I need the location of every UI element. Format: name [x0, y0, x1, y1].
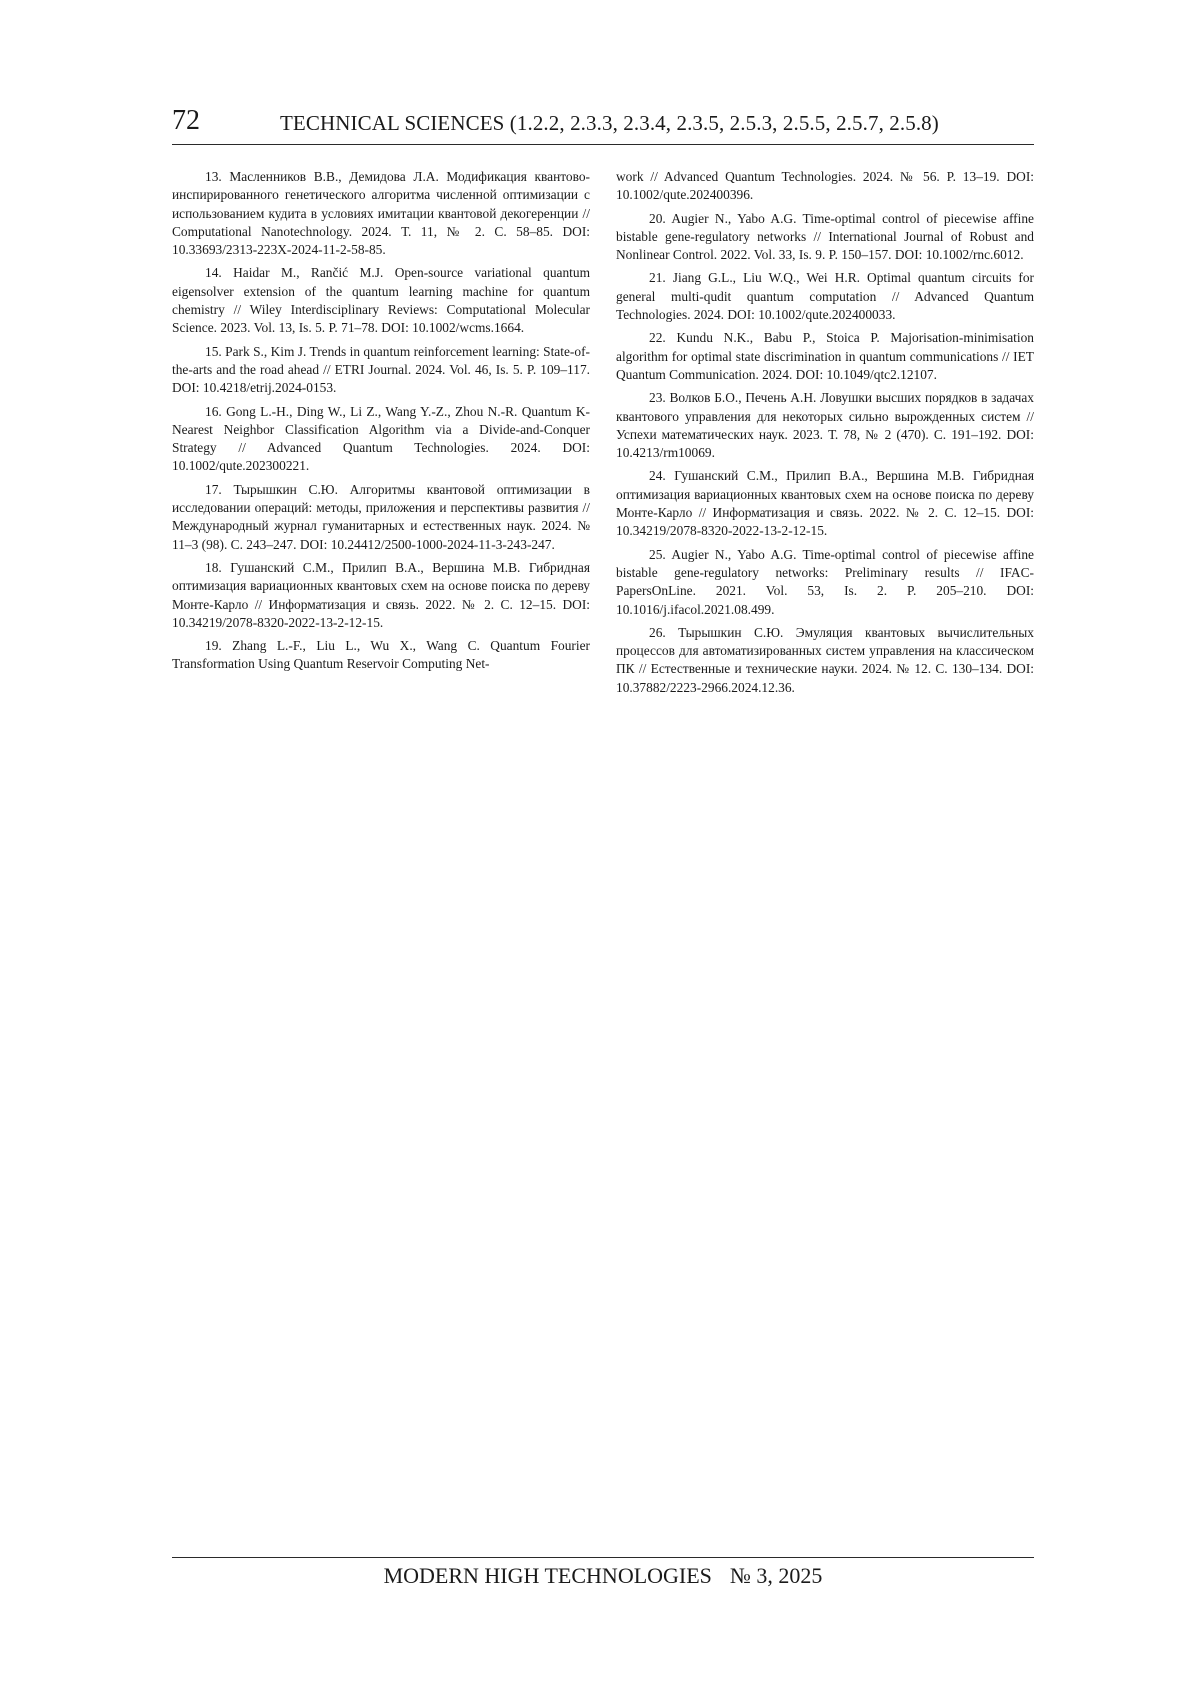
footer-issue: № 3, 2025: [729, 1563, 823, 1588]
running-head: TECHNICAL SCIENCES (1.2.2, 2.3.3, 2.3.4, 2.3.5, 2.5.3, 2.5.5, 2.5.7, 2.5.8): [280, 111, 939, 135]
reference-19: 19. Zhang L.-F., Liu L., Wu X., Wang C. Quantum Fourier Transformation Using Quantum Reservoir Computing Net-: [172, 638, 590, 672]
footer-journal-name: MODERN HIGH TECHNOLOGIES: [383, 1563, 712, 1588]
page-header: [172, 104, 1034, 145]
reference-16: 16. Gong L.-H., Ding W., Li Z., Wang Y.-Z., Zhou N.-R. Quantum K-Nearest Neighbor Classification Algorithm via a Divide-and-Conquer Strategy // Advanced Quantum Technologies. 2024. DOI: 10.1002/qute.202300221.: [172, 403, 590, 474]
reference-25: 25. Augier N., Yabo A.G. Time-optimal control of piecewise affine bistable gene-regulatory networks: Preliminary results // IFAC-PapersOnLine. 2021. Vol. 53, Is. 2. P. 205–210. DOI: 10.1016/j.ifacol.2021.08.499.: [616, 546, 1034, 617]
references-left-column: [172, 168, 590, 679]
references-right-column: [616, 168, 1034, 702]
reference-20: 20. Augier N., Yabo A.G. Time-optimal control of piecewise affine bistable gene-regulatory networks // International Journal of Robust and Nonlinear Control. 2022. Vol. 33, Is. 9. P. 150–157. DOI: 10.1002/rnc.6012.: [616, 210, 1034, 263]
reference-14: 14. Haidar M., Rančić M.J. Open-source variational quantum eigensolver extension of the quantum learning machine for quantum chemistry // Wiley Interdisciplinary Reviews: Computational Molecular Science. 2023. Vol. 13, Is. 5. P. 71–78. DOI: 10.1002/wcms.1664.: [172, 265, 590, 336]
reference-17: 17. Тырышкин С.Ю. Алгоритмы квантовой оптимизации в исследовании операций: методы, приложения и перспективы развития // Международный журнал гуманитарных и естественных наук. 2024. № 11–3 (98). С. 243–247. DOI: 10.24412/2500-1000-2024-11-3-243-247.: [172, 481, 590, 552]
reference-15: 15. Park S., Kim J. Trends in quantum reinforcement learning: State-of-the-arts and the road ahead // ETRI Journal. 2024. Vol. 46, Is. 5. P. 109–117. DOI: 10.4218/etrij.2024-0153.: [172, 343, 590, 396]
reference-13: 13. Масленников В.В., Демидова Л.А. Модификация квантово-инспирированного генетического алгоритма численной оптимизации с использованием кудита в условиях имитации квантовой декогеренции // Computational Nanotechnology. 2024. Т. 11, № 2. С. 58–85. DOI: 10.33693/2313-223X-2024-11-2-58-85.: [172, 169, 590, 258]
page-footer: [172, 1557, 1034, 1590]
reference-26: 26. Тырышкин С.Ю. Эмуляция квантовых вычислительных процессов для автоматизированных систем управления на классическом ПК // Естественные и технические науки. 2024. № 12. С. 130–134. DOI: 10.37882/2223-2966.2024.12.36.: [616, 624, 1034, 695]
reference-24: 24. Гушанский С.М., Прилип В.А., Вершина М.В. Гибридная оптимизация вариационных квантовых схем на основе поиска по дереву Монте-Карло // Информатизация и связь. 2022. № 2. С. 12–15. DOI: 10.34219/2078-8320-2022-13-2-12-15.: [616, 468, 1034, 539]
reference-22: 22. Kundu N.K., Babu P., Stoica P. Majorisation-minimisation algorithm for optimal state discrimination in quantum communications // IET Quantum Communication. 2024. DOI: 10.1049/qtc2.12107.: [616, 330, 1034, 382]
reference-18: 18. Гушанский С.М., Прилип В.А., Вершина М.В. Гибридная оптимизация вариационных квантовых схем на основе поиска по дереву Монте-Карло // Информатизация и связь. 2022. № 2. С. 12–15. DOI: 10.34219/2078-8320-2022-13-2-12-15.: [172, 559, 590, 630]
reference-21: 21. Jiang G.L., Liu W.Q., Wei H.R. Optimal quantum circuits for general multi-qudit quantum computation // Advanced Quantum Technologies. 2024. DOI: 10.1002/qute.202400033.: [616, 270, 1034, 323]
page-number: 72: [172, 105, 200, 136]
reference-19-continuation: work // Advanced Quantum Technologies. 2024. № 56. P. 13–19. DOI: 10.1002/qute.202400396.: [616, 169, 1034, 203]
reference-23: 23. Волков Б.О., Печень А.Н. Ловушки высших порядков в задачах квантового управления для некоторых сильно вырожденных систем // Успехи математических наук. 2023. Т. 78, № 2 (470). С. 191–192. DOI: 10.4213/rm10069.: [616, 390, 1034, 461]
